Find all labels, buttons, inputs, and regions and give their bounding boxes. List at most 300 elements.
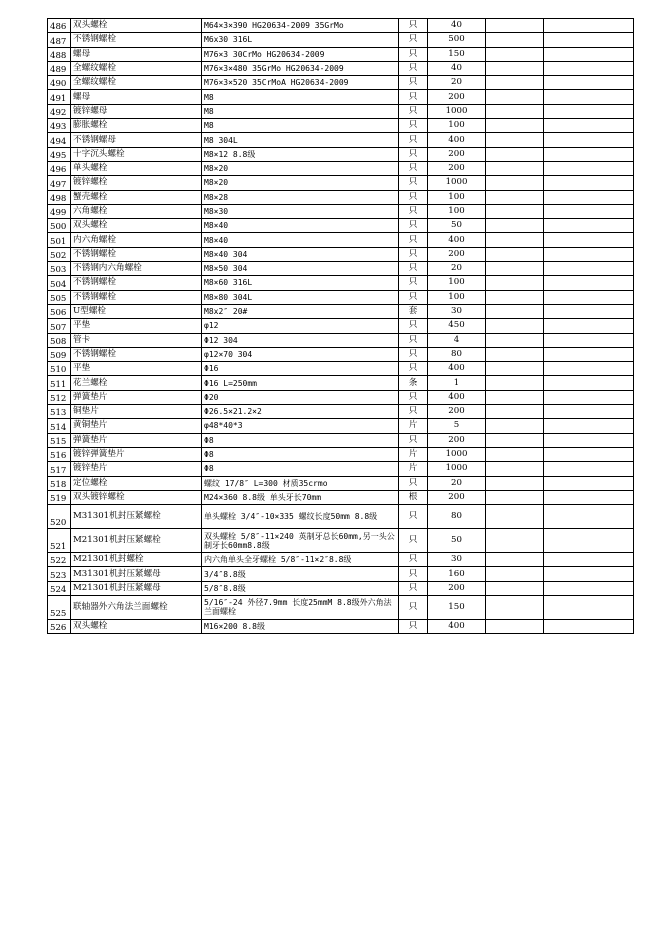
item-name-cell: 单头螺栓 xyxy=(71,161,202,175)
item-name-cell: 平垫 xyxy=(71,319,202,333)
item-name-cell: 内六角螺栓 xyxy=(71,233,202,247)
empty-cell-a xyxy=(486,61,544,75)
unit-cell: 只 xyxy=(399,553,428,567)
empty-cell-a xyxy=(486,333,544,347)
unit-cell: 只 xyxy=(399,290,428,304)
specification-cell: Φ8 xyxy=(202,462,399,476)
table-row xyxy=(48,553,634,567)
row-number-cell: 526 xyxy=(48,619,71,633)
row-number-cell: 525 xyxy=(48,595,71,619)
unit-cell: 只 xyxy=(399,333,428,347)
item-name-cell: 不锈钢螺栓 xyxy=(71,247,202,261)
empty-cell-a xyxy=(486,247,544,261)
quantity-cell: 50 xyxy=(428,529,486,553)
empty-cell-b xyxy=(544,133,634,147)
quantity-cell: 160 xyxy=(428,567,486,581)
specification-cell: M8 304L xyxy=(202,133,399,147)
quantity-cell: 4 xyxy=(428,333,486,347)
quantity-cell: 100 xyxy=(428,276,486,290)
empty-cell-b xyxy=(544,362,634,376)
empty-cell-a xyxy=(486,462,544,476)
item-name-cell: 不锈钢螺栓 xyxy=(71,347,202,361)
table-row xyxy=(48,190,634,204)
unit-cell: 只 xyxy=(399,390,428,404)
table-row xyxy=(48,233,634,247)
empty-cell-b xyxy=(544,19,634,33)
unit-cell: 只 xyxy=(399,19,428,33)
quantity-cell: 150 xyxy=(428,595,486,619)
unit-cell: 只 xyxy=(399,319,428,333)
item-name-cell: M21301机封压紧螺栓 xyxy=(71,529,202,553)
table-row xyxy=(48,104,634,118)
empty-cell-b xyxy=(544,376,634,390)
empty-cell-a xyxy=(486,347,544,361)
quantity-cell: 30 xyxy=(428,553,486,567)
empty-cell-b xyxy=(544,276,634,290)
item-name-cell: 不锈钢螺栓 xyxy=(71,290,202,304)
item-name-cell: 蟹壳螺栓 xyxy=(71,190,202,204)
specification-cell: M8×12 8.8级 xyxy=(202,147,399,161)
empty-cell-a xyxy=(486,33,544,47)
row-number-cell: 522 xyxy=(48,553,71,567)
row-number-cell: 486 xyxy=(48,19,71,33)
unit-cell: 只 xyxy=(399,347,428,361)
quantity-cell: 5 xyxy=(428,419,486,433)
empty-cell-b xyxy=(544,462,634,476)
row-number-cell: 523 xyxy=(48,567,71,581)
empty-cell-b xyxy=(544,247,634,261)
quantity-cell: 100 xyxy=(428,119,486,133)
empty-cell-a xyxy=(486,290,544,304)
empty-cell-a xyxy=(486,104,544,118)
empty-cell-b xyxy=(544,447,634,461)
row-number-cell: 487 xyxy=(48,33,71,47)
item-name-cell: 铜垫片 xyxy=(71,405,202,419)
unit-cell: 只 xyxy=(399,405,428,419)
empty-cell-b xyxy=(544,204,634,218)
unit-cell: 只 xyxy=(399,529,428,553)
row-number-cell: 492 xyxy=(48,104,71,118)
table-row xyxy=(48,147,634,161)
empty-cell-b xyxy=(544,390,634,404)
empty-cell-b xyxy=(544,47,634,61)
empty-cell-a xyxy=(486,362,544,376)
empty-cell-b xyxy=(544,219,634,233)
specification-cell: 3/4″8.8级 xyxy=(202,567,399,581)
quantity-cell: 400 xyxy=(428,619,486,633)
quantity-cell: 1000 xyxy=(428,176,486,190)
quantity-cell: 400 xyxy=(428,362,486,376)
quantity-cell: 20 xyxy=(428,262,486,276)
table-row xyxy=(48,390,634,404)
specification-cell: φ12×70 304 xyxy=(202,347,399,361)
empty-cell-a xyxy=(486,567,544,581)
row-number-cell: 515 xyxy=(48,433,71,447)
unit-cell: 只 xyxy=(399,233,428,247)
row-number-cell: 497 xyxy=(48,176,71,190)
empty-cell-b xyxy=(544,595,634,619)
row-number-cell: 516 xyxy=(48,447,71,461)
table-row xyxy=(48,319,634,333)
quantity-cell: 100 xyxy=(428,204,486,218)
unit-cell: 只 xyxy=(399,47,428,61)
unit-cell: 只 xyxy=(399,190,428,204)
row-number-cell: 521 xyxy=(48,529,71,553)
empty-cell-b xyxy=(544,233,634,247)
table-row xyxy=(48,90,634,104)
table-row xyxy=(48,176,634,190)
unit-cell: 只 xyxy=(399,161,428,175)
specification-cell: M8×50 304 xyxy=(202,262,399,276)
item-name-cell: 全螺纹螺栓 xyxy=(71,76,202,90)
empty-cell-b xyxy=(544,147,634,161)
row-number-cell: 496 xyxy=(48,161,71,175)
row-number-cell: 514 xyxy=(48,419,71,433)
item-name-cell: 花兰螺栓 xyxy=(71,376,202,390)
empty-cell-a xyxy=(486,233,544,247)
table-row xyxy=(48,490,634,504)
empty-cell-b xyxy=(544,619,634,633)
quantity-cell: 200 xyxy=(428,405,486,419)
empty-cell-a xyxy=(486,133,544,147)
empty-cell-a xyxy=(486,447,544,461)
empty-cell-b xyxy=(544,319,634,333)
specification-cell: φ48*40*3 xyxy=(202,419,399,433)
row-number-cell: 502 xyxy=(48,247,71,261)
table-row xyxy=(48,47,634,61)
item-name-cell: 膨胀螺栓 xyxy=(71,119,202,133)
specification-cell: φ12 xyxy=(202,319,399,333)
empty-cell-b xyxy=(544,505,634,529)
empty-cell-b xyxy=(544,176,634,190)
empty-cell-b xyxy=(544,76,634,90)
row-number-cell: 491 xyxy=(48,90,71,104)
row-number-cell: 519 xyxy=(48,490,71,504)
specification-cell: 5/16″-24 外径7.9mm 长度25mmM 8.8级外六角法兰面螺栓 xyxy=(202,595,399,619)
specification-cell: M76×3 30CrMo HG20634-2009 xyxy=(202,47,399,61)
empty-cell-a xyxy=(486,190,544,204)
quantity-cell: 1 xyxy=(428,376,486,390)
specification-cell: M8×80 304L xyxy=(202,290,399,304)
table-row xyxy=(48,290,634,304)
specification-cell: M16×200 8.8级 xyxy=(202,619,399,633)
table-row xyxy=(48,476,634,490)
table-row xyxy=(48,262,634,276)
row-number-cell: 509 xyxy=(48,347,71,361)
specification-cell: 内六角单头全牙螺栓 5/8″-11×2″8.8级 xyxy=(202,553,399,567)
unit-cell: 只 xyxy=(399,619,428,633)
table-row xyxy=(48,405,634,419)
quantity-cell: 50 xyxy=(428,219,486,233)
quantity-cell: 80 xyxy=(428,505,486,529)
empty-cell-b xyxy=(544,90,634,104)
item-name-cell: M21301机封螺栓 xyxy=(71,553,202,567)
parts-table xyxy=(47,18,634,634)
item-name-cell: 螺母 xyxy=(71,47,202,61)
empty-cell-a xyxy=(486,529,544,553)
item-name-cell: 镀锌弹簧垫片 xyxy=(71,447,202,461)
unit-cell: 套 xyxy=(399,304,428,318)
specification-cell: Φ8 xyxy=(202,447,399,461)
specification-cell: M8×20 xyxy=(202,176,399,190)
unit-cell: 只 xyxy=(399,33,428,47)
quantity-cell: 1000 xyxy=(428,447,486,461)
table-body xyxy=(48,19,634,634)
unit-cell: 只 xyxy=(399,276,428,290)
table-row xyxy=(48,133,634,147)
specification-cell: M8×40 xyxy=(202,233,399,247)
specification-cell: M8 xyxy=(202,119,399,133)
empty-cell-a xyxy=(486,405,544,419)
quantity-cell: 100 xyxy=(428,290,486,304)
empty-cell-a xyxy=(486,619,544,633)
table-row xyxy=(48,505,634,529)
empty-cell-b xyxy=(544,567,634,581)
unit-cell: 只 xyxy=(399,476,428,490)
empty-cell-b xyxy=(544,290,634,304)
table-row xyxy=(48,567,634,581)
table-row xyxy=(48,419,634,433)
specification-cell: M8×28 xyxy=(202,190,399,204)
quantity-cell: 500 xyxy=(428,33,486,47)
table-row xyxy=(48,219,634,233)
specification-cell: M8×30 xyxy=(202,204,399,218)
quantity-cell: 200 xyxy=(428,147,486,161)
empty-cell-a xyxy=(486,90,544,104)
specification-cell: Φ8 xyxy=(202,433,399,447)
row-number-cell: 520 xyxy=(48,505,71,529)
empty-cell-b xyxy=(544,405,634,419)
item-name-cell: 定位螺栓 xyxy=(71,476,202,490)
item-name-cell: 镀锌螺栓 xyxy=(71,176,202,190)
unit-cell: 根 xyxy=(399,490,428,504)
quantity-cell: 1000 xyxy=(428,104,486,118)
empty-cell-a xyxy=(486,276,544,290)
table-row xyxy=(48,119,634,133)
item-name-cell: M31301机封压紧螺栓 xyxy=(71,505,202,529)
item-name-cell: 全螺纹螺栓 xyxy=(71,61,202,75)
row-number-cell: 505 xyxy=(48,290,71,304)
empty-cell-b xyxy=(544,476,634,490)
specification-cell: Φ12 304 xyxy=(202,333,399,347)
specification-cell: M6x30 316L xyxy=(202,33,399,47)
specification-cell: M76×3×520 35CrMoA HG20634-2009 xyxy=(202,76,399,90)
unit-cell: 只 xyxy=(399,219,428,233)
specification-cell: M76×3×480 35GrMo HG20634-2009 xyxy=(202,61,399,75)
item-name-cell: 平垫 xyxy=(71,362,202,376)
empty-cell-a xyxy=(486,19,544,33)
specification-cell: 5/8″8.8级 xyxy=(202,581,399,595)
item-name-cell: 弹簧垫片 xyxy=(71,390,202,404)
empty-cell-b xyxy=(544,104,634,118)
empty-cell-a xyxy=(486,262,544,276)
quantity-cell: 20 xyxy=(428,476,486,490)
quantity-cell: 200 xyxy=(428,161,486,175)
empty-cell-a xyxy=(486,147,544,161)
specification-cell: 单头螺栓 3/4″-10×335 螺纹长度50mm 8.8级 xyxy=(202,505,399,529)
unit-cell: 只 xyxy=(399,433,428,447)
table-row xyxy=(48,204,634,218)
quantity-cell: 1000 xyxy=(428,462,486,476)
empty-cell-b xyxy=(544,490,634,504)
row-number-cell: 510 xyxy=(48,362,71,376)
table-row xyxy=(48,529,634,553)
quantity-cell: 100 xyxy=(428,190,486,204)
unit-cell: 只 xyxy=(399,133,428,147)
specification-cell: 双头螺栓 5/8″-11×240 英制牙总长60mm,另一头公制牙长60mm8.8级 xyxy=(202,529,399,553)
empty-cell-b xyxy=(544,190,634,204)
specification-cell: Φ26.5×21.2×2 xyxy=(202,405,399,419)
quantity-cell: 80 xyxy=(428,347,486,361)
item-name-cell: 黄铜垫片 xyxy=(71,419,202,433)
specification-cell: M8 xyxy=(202,90,399,104)
item-name-cell: 不锈钢螺栓 xyxy=(71,276,202,290)
unit-cell: 条 xyxy=(399,376,428,390)
specification-cell: M8×20 xyxy=(202,161,399,175)
item-name-cell: 十字沉头螺栓 xyxy=(71,147,202,161)
unit-cell: 片 xyxy=(399,419,428,433)
row-number-cell: 508 xyxy=(48,333,71,347)
item-name-cell: 不锈钢螺母 xyxy=(71,133,202,147)
quantity-cell: 450 xyxy=(428,319,486,333)
empty-cell-a xyxy=(486,419,544,433)
empty-cell-b xyxy=(544,304,634,318)
unit-cell: 只 xyxy=(399,595,428,619)
table-row xyxy=(48,276,634,290)
empty-cell-a xyxy=(486,176,544,190)
empty-cell-a xyxy=(486,304,544,318)
table-row xyxy=(48,19,634,33)
unit-cell: 只 xyxy=(399,61,428,75)
empty-cell-b xyxy=(544,33,634,47)
unit-cell: 只 xyxy=(399,76,428,90)
unit-cell: 只 xyxy=(399,147,428,161)
row-number-cell: 500 xyxy=(48,219,71,233)
row-number-cell: 488 xyxy=(48,47,71,61)
empty-cell-a xyxy=(486,47,544,61)
empty-cell-a xyxy=(486,390,544,404)
table-row xyxy=(48,76,634,90)
unit-cell: 只 xyxy=(399,119,428,133)
empty-cell-b xyxy=(544,333,634,347)
specification-cell: M8x2″ 20# xyxy=(202,304,399,318)
unit-cell: 只 xyxy=(399,176,428,190)
specification-cell: Φ20 xyxy=(202,390,399,404)
empty-cell-a xyxy=(486,553,544,567)
unit-cell: 只 xyxy=(399,362,428,376)
unit-cell: 只 xyxy=(399,204,428,218)
empty-cell-a xyxy=(486,505,544,529)
table-row xyxy=(48,433,634,447)
quantity-cell: 200 xyxy=(428,490,486,504)
empty-cell-a xyxy=(486,76,544,90)
table-row xyxy=(48,347,634,361)
specification-cell: M64×3×390 HG20634-2009 35GrMo xyxy=(202,19,399,33)
empty-cell-b xyxy=(544,419,634,433)
quantity-cell: 20 xyxy=(428,76,486,90)
row-number-cell: 490 xyxy=(48,76,71,90)
quantity-cell: 400 xyxy=(428,133,486,147)
quantity-cell: 40 xyxy=(428,19,486,33)
quantity-cell: 400 xyxy=(428,233,486,247)
table-row xyxy=(48,462,634,476)
row-number-cell: 499 xyxy=(48,204,71,218)
empty-cell-b xyxy=(544,119,634,133)
item-name-cell: U型螺栓 xyxy=(71,304,202,318)
row-number-cell: 513 xyxy=(48,405,71,419)
empty-cell-b xyxy=(544,61,634,75)
item-name-cell: 双头螺栓 xyxy=(71,219,202,233)
item-name-cell: 管卡 xyxy=(71,333,202,347)
row-number-cell: 493 xyxy=(48,119,71,133)
item-name-cell: 镀锌螺母 xyxy=(71,104,202,118)
row-number-cell: 517 xyxy=(48,462,71,476)
row-number-cell: 524 xyxy=(48,581,71,595)
table-row xyxy=(48,595,634,619)
unit-cell: 只 xyxy=(399,567,428,581)
empty-cell-a xyxy=(486,581,544,595)
unit-cell: 只 xyxy=(399,505,428,529)
empty-cell-b xyxy=(544,347,634,361)
specification-cell: M8×60 316L xyxy=(202,276,399,290)
row-number-cell: 512 xyxy=(48,390,71,404)
table-row xyxy=(48,362,634,376)
quantity-cell: 30 xyxy=(428,304,486,318)
empty-cell-a xyxy=(486,433,544,447)
unit-cell: 片 xyxy=(399,447,428,461)
quantity-cell: 400 xyxy=(428,390,486,404)
table-row xyxy=(48,61,634,75)
table-row xyxy=(48,333,634,347)
table-row xyxy=(48,581,634,595)
empty-cell-b xyxy=(544,553,634,567)
empty-cell-b xyxy=(544,529,634,553)
specification-cell: M24×360 8.8级 单头牙长70mm xyxy=(202,490,399,504)
row-number-cell: 501 xyxy=(48,233,71,247)
unit-cell: 片 xyxy=(399,462,428,476)
row-number-cell: 507 xyxy=(48,319,71,333)
item-name-cell: 不锈钢螺栓 xyxy=(71,33,202,47)
table-row xyxy=(48,161,634,175)
row-number-cell: 504 xyxy=(48,276,71,290)
specification-cell: Φ16 L=250mm xyxy=(202,376,399,390)
specification-cell: M8×40 304 xyxy=(202,247,399,261)
quantity-cell: 200 xyxy=(428,581,486,595)
item-name-cell: 六角螺栓 xyxy=(71,204,202,218)
item-name-cell: 弹簧垫片 xyxy=(71,433,202,447)
unit-cell: 只 xyxy=(399,104,428,118)
item-name-cell: 联轴器外六角法兰面螺栓 xyxy=(71,595,202,619)
item-name-cell: 双头螺栓 xyxy=(71,19,202,33)
empty-cell-a xyxy=(486,161,544,175)
specification-cell: M8×40 xyxy=(202,219,399,233)
row-number-cell: 498 xyxy=(48,190,71,204)
unit-cell: 只 xyxy=(399,262,428,276)
empty-cell-a xyxy=(486,376,544,390)
item-name-cell: M21301机封压紧螺母 xyxy=(71,581,202,595)
row-number-cell: 495 xyxy=(48,147,71,161)
item-name-cell: 镀锌垫片 xyxy=(71,462,202,476)
unit-cell: 只 xyxy=(399,90,428,104)
table-row xyxy=(48,33,634,47)
row-number-cell: 494 xyxy=(48,133,71,147)
row-number-cell: 506 xyxy=(48,304,71,318)
empty-cell-b xyxy=(544,262,634,276)
table-row xyxy=(48,247,634,261)
empty-cell-a xyxy=(486,476,544,490)
quantity-cell: 200 xyxy=(428,247,486,261)
item-name-cell: 双头螺栓 xyxy=(71,619,202,633)
